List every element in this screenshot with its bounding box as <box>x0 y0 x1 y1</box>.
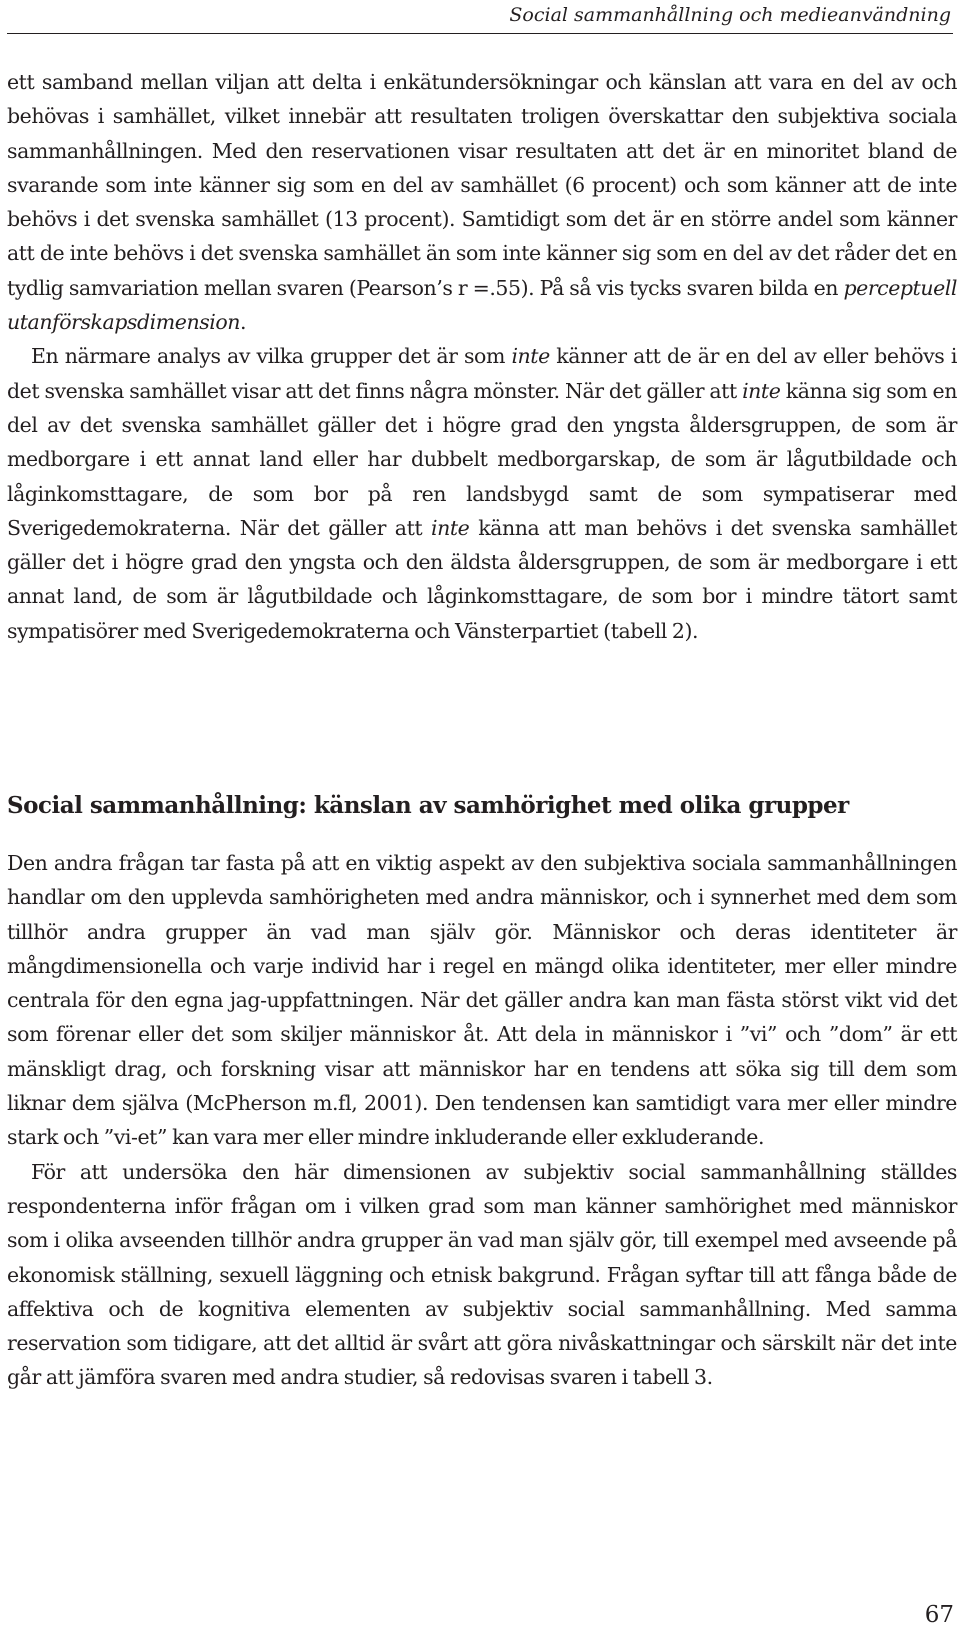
running-head-text: Social sammanhållning och medieanvändning <box>509 4 951 26</box>
paragraph-1 <box>7 65 957 339</box>
page-number: 67 <box>924 1602 954 1628</box>
section-text-1 <box>7 65 957 648</box>
paragraph-4: För att undersöka den här dimensionen av subjektiv social sammanhållning ställdes respondenterna inför frågan om i vilken grad som man känner samhörighet med människor som i olika avseenden tillhör andra grupper än vad man själv gör, till exempel med avseende på ekonomisk ställning, sexuell läggning och etnisk bakgrund. Frågan syftar till att fånga både de affektiva och de kognitiva elementen av subjektiv social sammanhållning. Med samma reservation som tidigare, att det alltid är svårt att göra nivåskattningar och särskilt när det inte går att jämföra svaren med andra studier, så redovisas svaren i tabell 3. <box>7 1159 957 1390</box>
paragraph-2-emphasis-2: inte <box>742 378 781 403</box>
paragraph-2-emphasis-3: inte <box>431 515 470 540</box>
paragraph-2 <box>7 339 957 648</box>
paragraph-2-text-c: känna sig som en del av det svenska samhället gäller det i högre grad den yngsta åldersgruppen, de som är medborgare i ett annat land eller har dubbelt medborgarskap, de som är lågutbildade och låginkomsttagare, de som bor på ren landsbygd samt de som sympatiserar med Sverigedemokraterna. När det gäller att <box>7 378 957 540</box>
section-heading: Social sammanhållning: känslan av samhörighet med olika grupper <box>7 792 849 819</box>
running-head <box>7 0 953 34</box>
paragraph-1-text: ett samband mellan viljan att delta i enkätundersökningar och känslan att vara en del av och behövas i samhället, vilket innebär att resultaten troligen överskattar den subjektiva sociala sammanhållningen. Med den reservationen visar resultaten att det är en minoritet bland de svarande som inte känner sig som en del av samhället (6 procent) och som känner att de inte behövs i det svenska samhället (13 procent). Samtidigt som det är en större andel som känner att de inte behövs i det svenska samhället än som inte känner sig som en del av det råder det en tydlig samvariation mellan svaren (Pearson’s r =.55). På så vis tycks svaren bilda en <box>7 70 957 300</box>
paragraph-2-text-b: känner att de är en del av eller behövs i det svenska samhället visar att det finns några mönster. När det gäller att <box>7 344 957 403</box>
paragraph-2-text-d: känna att man behövs i det svenska samhället gäller det i högre grad den yngsta och den äldsta åldersgruppen, de som är medborgare i ett annat land, de som är lågutbildade och låginkomsttagare, de som bor i mindre tätort samt sympatisörer med Sverigedemokraterna och Vänsterpartiet (tabell 2). <box>7 515 958 643</box>
paragraph-1-end: . <box>240 310 247 335</box>
paragraph-2-text-a: En närmare analys av vilka grupper det är som <box>31 344 512 369</box>
paragraph-2-emphasis-1: inte <box>511 344 550 369</box>
paragraph-1-emphasis: perceptuell utanförskapsdimension <box>7 275 957 335</box>
section-text-2 <box>7 846 957 1395</box>
paragraph-3: Den andra frågan tar fasta på att en viktig aspekt av den subjektiva sociala sammanhållningen handlar om den upplevda samhörigheten med andra människor, och i synnerhet med dem som tillhör andra grupper än vad man själv gör. Människor och deras identiteter är mångdimensionella och varje individ har i regel en mängd olika identiteter, mer eller mindre centrala för den egna jag-uppfattningen. När det gäller andra kan man fästa störst vikt vid det som förenar eller det som skiljer människor åt. Att dela in människor i ”vi” och ”dom” är ett mänskligt drag, och forskning visar att människor har en tendens att söka sig till dem som liknar dem själva (McPherson m.fl, 2001). Den tendensen kan samtidigt vara mer eller mindre stark och ”vi-et” kan vara mer eller mindre inkluderande eller exkluderande. <box>7 851 957 1150</box>
